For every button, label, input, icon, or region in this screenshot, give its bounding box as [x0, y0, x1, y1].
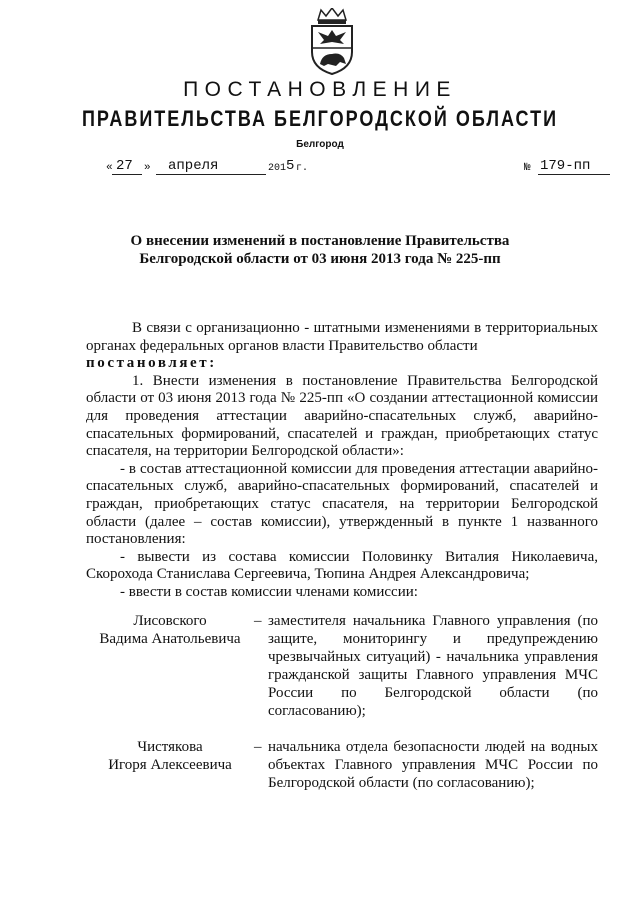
number-value: 179-пп — [540, 158, 591, 174]
resolves-word: постановляет: — [86, 355, 217, 372]
member-dash: – — [254, 613, 262, 629]
subitem-remove-paragraph: - вывести из состава комиссии Половинку Виталия Николаевича, Скорохода Станислава Сергеевича, Тюпина Андрея Александровича; — [86, 548, 598, 583]
document-date — [106, 158, 309, 178]
document-number — [524, 158, 624, 178]
date-month: апреля — [168, 158, 219, 174]
date-month-underline — [156, 174, 266, 175]
subitem-add-paragraph: - ввести в состав комиссии членами комиссии: — [120, 583, 418, 600]
date-year-suffix: г. — [296, 163, 309, 174]
resolution-heading — [90, 232, 550, 268]
member-dash: – — [254, 739, 262, 755]
member-given-names: Игоря Алексеевича — [108, 757, 232, 773]
intro-paragraph: В связи с организационно - штатными изменениями в территориальных органах федеральных органов власти Правительство области — [86, 320, 598, 354]
date-day-underline — [112, 174, 142, 175]
resolution-body — [86, 320, 598, 602]
member-position: заместителя начальника Главного управления (по защите, мониторингу и предупреждению чрезвычайных ситуаций) - начальника управления гражданской защиты Главного управления МЧС России по Белгородской области (по согласованию); — [268, 613, 598, 719]
member-name — [86, 738, 254, 774]
date-year-prefix: 201 — [268, 163, 287, 174]
member-surname: Лисовского — [133, 613, 207, 629]
member-name — [86, 612, 254, 648]
document-type-title: ПОСТАНОВЛЕНИЕ — [183, 78, 457, 101]
heading-line-2: Белгородской области от 03 июня 2013 года № 225-пп — [139, 251, 501, 267]
date-open-quote: « — [106, 162, 113, 174]
heading-line-1: О внесении изменений в постановление Правительства — [130, 233, 510, 249]
date-day: 27 — [116, 158, 133, 174]
subitem-commission-paragraph: - в состав аттестационной комиссии для проведения аттестации аварийно-спасательных служб, аварийно-спасательных формирований, спасателей и граждан, приобретающих статус спасателя, на территории Белгородской области (далее – состав комиссии), утвержденный в пункте 1 названного постановления: — [86, 460, 598, 548]
city-label: Белгород — [296, 139, 344, 150]
belgorod-coat-of-arms-icon — [304, 8, 360, 76]
issuing-authority-title: ПРАВИТЕЛЬСТВА БЕЛГОРОДСКОЙ ОБЛАСТИ — [81, 106, 559, 131]
member-position: начальника отдела безопасности людей на водных объектах Главного управления МЧС России по Белгородской области (по согласованию); — [268, 739, 598, 791]
member-surname: Чистякова — [137, 739, 203, 755]
item-1-paragraph: 1. Внести изменения в постановление Правительства Белгородской области от 03 июня 2013 года № 225-пп «О создании аттестационной комиссии для проведения аттестации аварийно-спасательных служб, аварийно-спасательных формирований, спасателей и граждан, приобретающих статус спасателя, на территории Белгородской области»: — [86, 372, 598, 460]
number-sign: № — [524, 162, 531, 174]
member-given-names: Вадима Анатольевича — [99, 631, 241, 647]
number-underline — [538, 174, 610, 175]
date-close-quote: » — [144, 162, 151, 174]
date-year-digit: 5 — [286, 158, 295, 174]
